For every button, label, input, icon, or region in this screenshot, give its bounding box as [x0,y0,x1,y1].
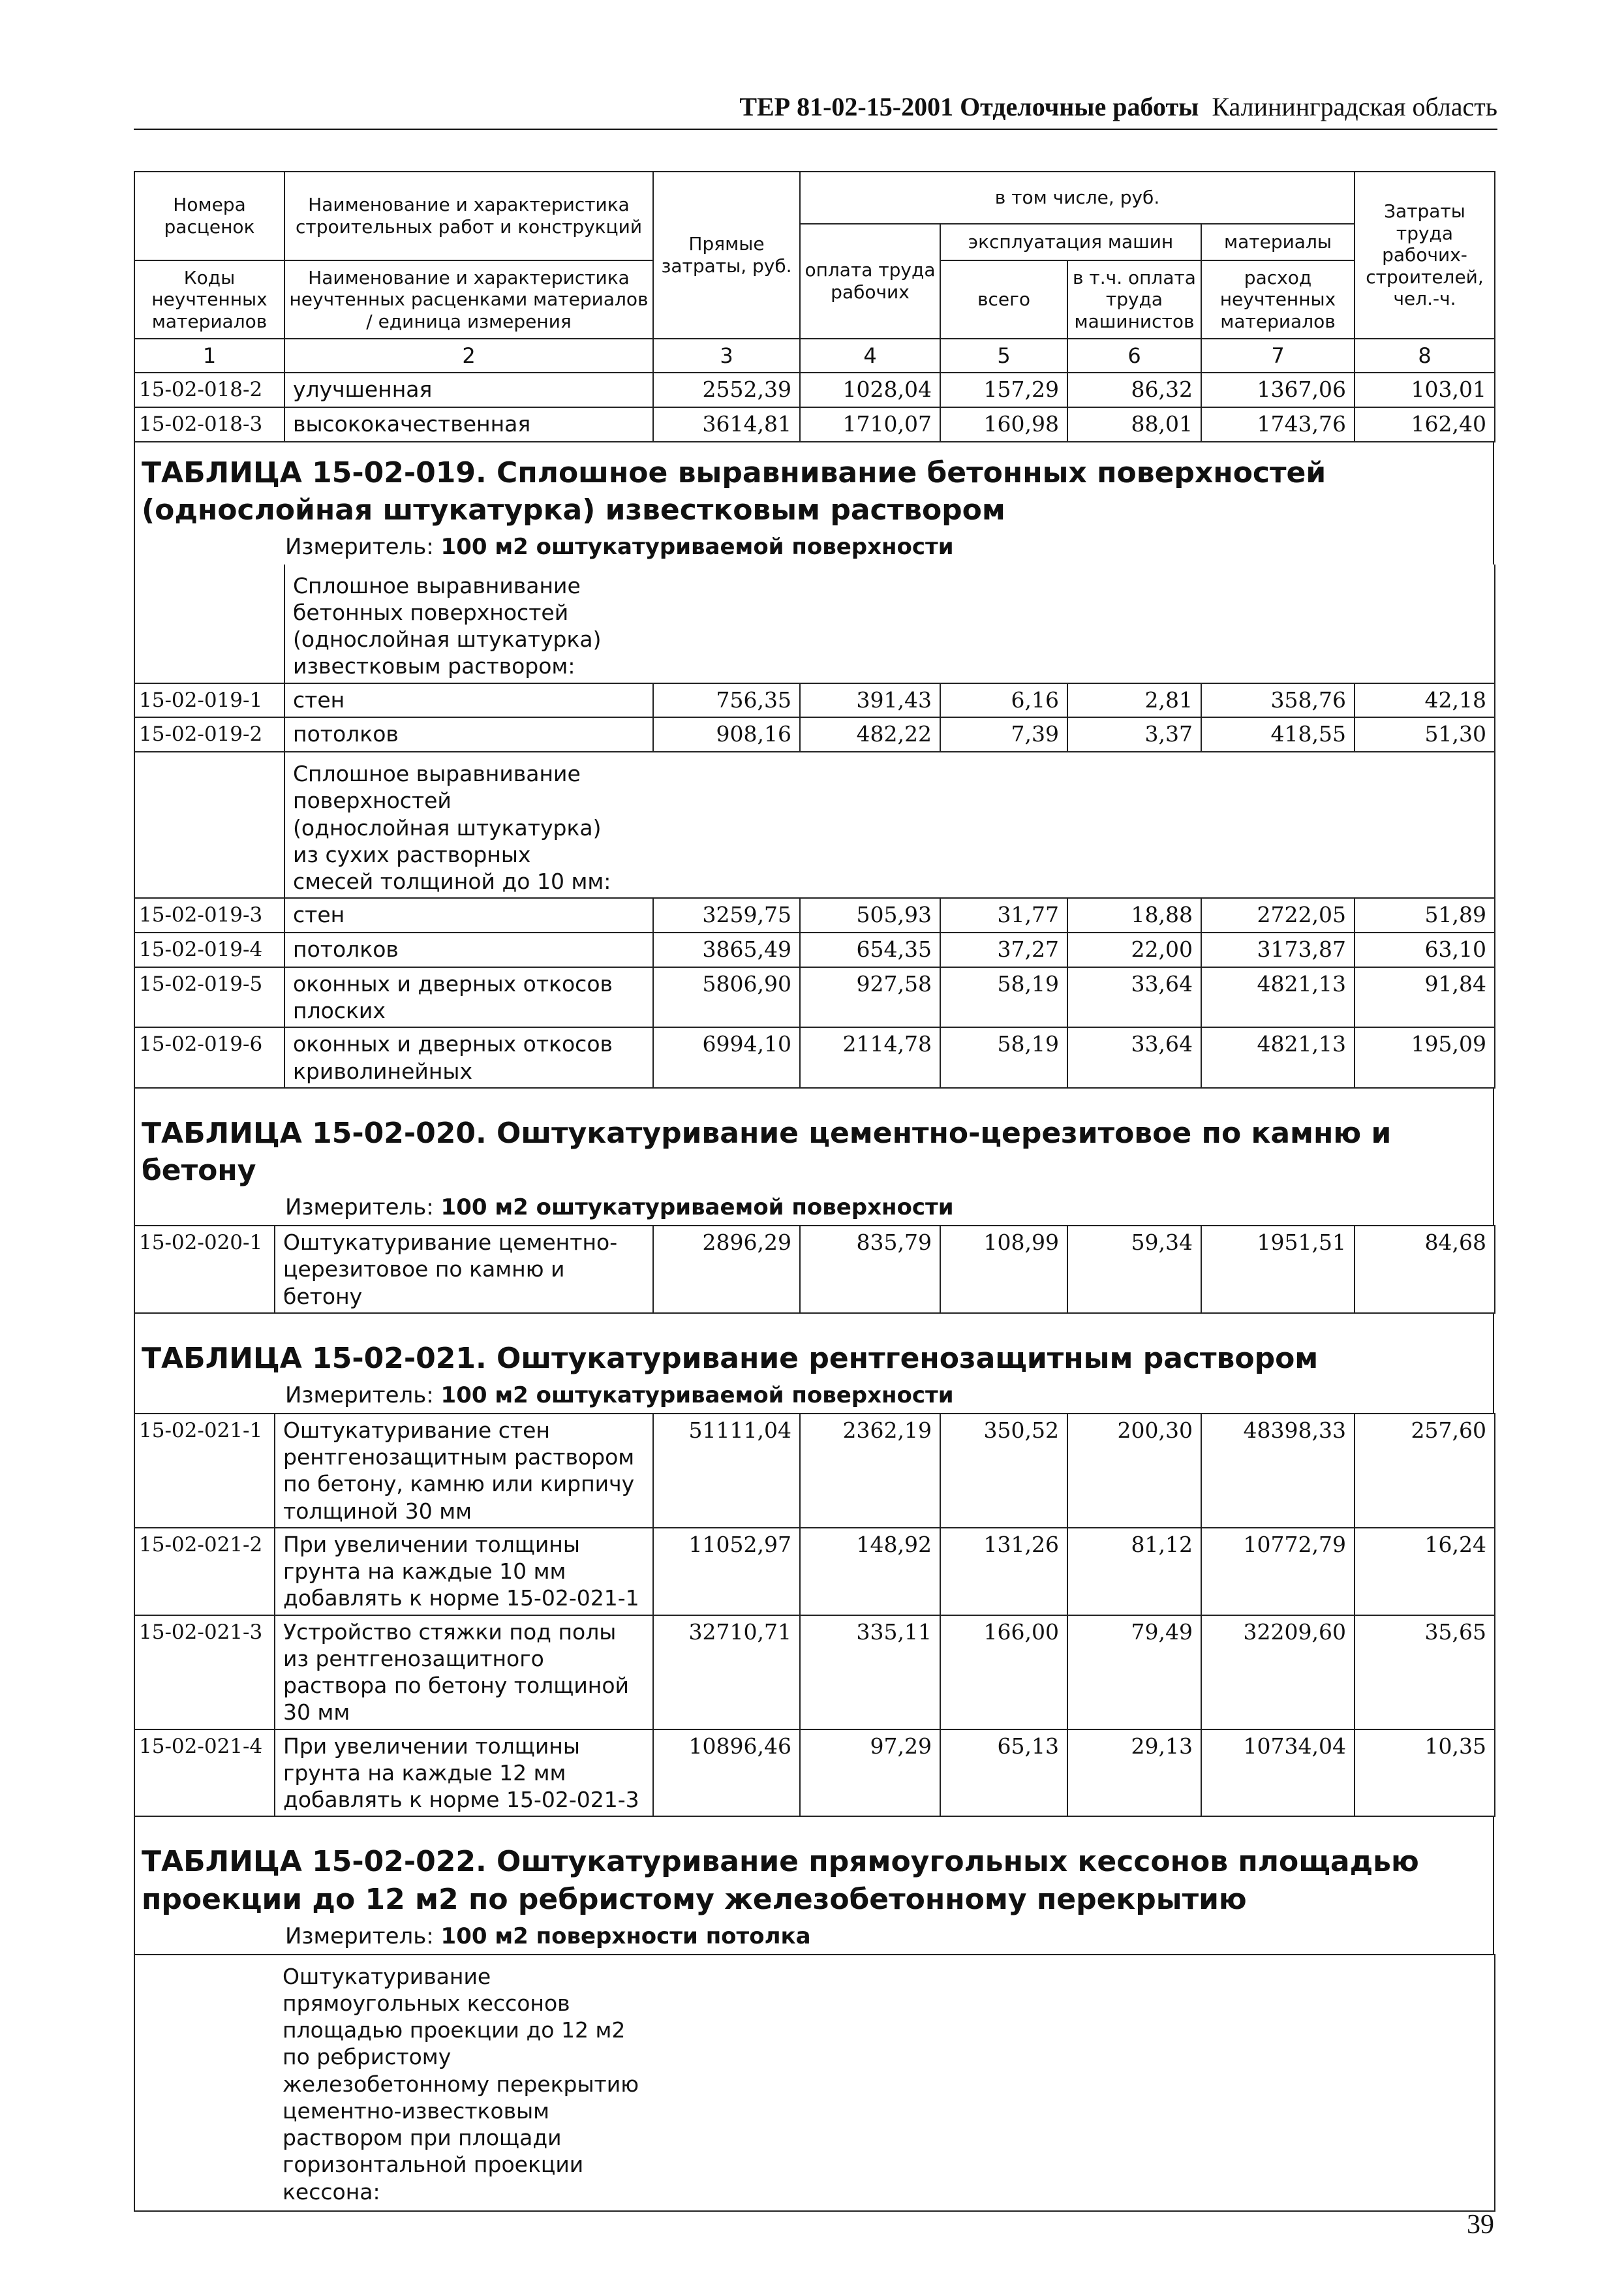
rate-name: потолков [284,933,653,967]
measure-value: 100 м2 поверхности потолка [440,1923,811,1949]
col4-header: оплата труда рабочих [800,224,940,339]
materials-cost: 4821,13 [1201,967,1355,1028]
labor-pay: 2362,19 [800,1414,940,1528]
direct-costs: 2552,39 [653,373,800,407]
header-code: ТЕР 81-02-15-2001 Отделочные работы [739,92,1199,121]
empty-cell [134,1955,275,2211]
table-row [134,933,1495,967]
materials-cost: 48398,33 [1201,1414,1355,1528]
measure-value: 100 м2 оштукатуриваемой поверхности [440,1194,954,1221]
rate-code: 15-02-018-3 [134,407,284,442]
labor-hours: 10,35 [1355,1729,1495,1817]
table-row [134,1528,1495,1615]
rate-name: потолков [284,717,653,752]
rate-code: 15-02-019-3 [134,898,284,933]
rate-code: 15-02-020-1 [134,1226,275,1313]
rate-name: При увеличении толщины грунта на каждые 10 мм добавлять к норме 15-02-021-1 [275,1528,653,1615]
labor-pay: 927,58 [800,967,940,1028]
empty-cell [134,752,284,898]
running-header [134,91,1497,130]
col3-header: Прямые затраты, руб. [653,172,800,339]
labor-hours: 42,18 [1355,683,1495,718]
labor-pay: 1028,04 [800,373,940,407]
labor-hours: 63,10 [1355,933,1495,967]
group-row [134,752,1495,898]
column-number: 7 [1201,339,1355,373]
measure-label: Измеритель: [285,1923,434,1949]
rate-name: Оштукатуривание стен рентгенозащитным раствором по бетону, камню или кирпичу толщиной 30 мм [275,1414,653,1528]
machines-total: 131,26 [940,1528,1067,1615]
rate-code: 15-02-021-3 [134,1615,275,1729]
table-row [134,898,1495,933]
rate-code: 15-02-019-6 [134,1027,284,1088]
machines-total: 157,29 [940,373,1067,407]
rate-code: 15-02-019-2 [134,717,284,752]
machines-total: 37,27 [940,933,1067,967]
machinists-pay: 81,12 [1067,1528,1201,1615]
labor-pay: 97,29 [800,1729,940,1817]
labor-hours: 195,09 [1355,1027,1495,1088]
measure-label: Измеритель: [285,1194,434,1221]
labor-hours: 16,24 [1355,1528,1495,1615]
direct-costs: 51111,04 [653,1414,800,1528]
labor-pay: 654,35 [800,933,940,967]
materials-cost: 3173,87 [1201,933,1355,967]
labor-hours: 257,60 [1355,1414,1495,1528]
materials-cost: 418,55 [1201,717,1355,752]
machinists-pay: 33,64 [1067,967,1201,1028]
labor-pay: 391,43 [800,683,940,718]
machines-total: 166,00 [940,1615,1067,1729]
labor-hours: 84,68 [1355,1226,1495,1313]
machinists-pay: 59,34 [1067,1226,1201,1313]
labor-hours: 51,89 [1355,898,1495,933]
materials-cost: 358,76 [1201,683,1355,718]
table-row [134,373,1495,407]
labor-hours: 162,40 [1355,407,1495,442]
direct-costs: 3259,75 [653,898,800,933]
rate-code: 15-02-019-1 [134,683,284,718]
table-title-15-02-022: ТАБЛИЦА 15-02-022. Оштукатуривание прямоугольных кессонов площадью проекции до 12 м2 по ребристому железобетонному перекрытию [134,1817,1494,1921]
machines-total: 58,19 [940,967,1067,1028]
materials-cost: 1367,06 [1201,373,1355,407]
materials-cost: 4821,13 [1201,1027,1355,1088]
column-number: 5 [940,339,1067,373]
machinists-pay: 88,01 [1067,407,1201,442]
measure-15-02-019 [134,533,1494,565]
labor-hours: 91,84 [1355,967,1495,1028]
column-number: 1 [134,339,284,373]
materials-header: материалы [1201,224,1355,260]
table-row [134,407,1495,442]
column-number: 3 [653,339,800,373]
rate-name: стен [284,683,653,718]
measure-value: 100 м2 оштукатуриваемой поверхности [440,533,954,560]
machinists-pay: 22,00 [1067,933,1201,967]
measure-label: Измеритель: [285,1382,434,1409]
machines-total: 31,77 [940,898,1067,933]
labor-pay: 335,11 [800,1615,940,1729]
page-number: 39 [1467,2210,1494,2240]
labor-pay: 2114,78 [800,1027,940,1088]
materials-cost: 1951,51 [1201,1226,1355,1313]
rate-code: 15-02-019-5 [134,967,284,1028]
labor-hours: 103,01 [1355,373,1495,407]
direct-costs: 5806,90 [653,967,800,1028]
table-row [134,1615,1495,1729]
rate-name: стен [284,898,653,933]
measure-15-02-022 [134,1922,1494,1954]
group-header: в том числе, руб. [800,172,1355,224]
table-title-15-02-019: ТАБЛИЦА 15-02-019. Сплошное выравнивание бетонных поверхностей (однослойная штукатурка) известковым раствором [134,442,1494,533]
table-row [134,1414,1495,1528]
labor-pay: 835,79 [800,1226,940,1313]
direct-costs: 10896,46 [653,1729,800,1817]
table-15-02-019 [134,565,1495,1089]
col2-bottom-header: Наименование и характеристика неучтенных расценками материалов / единица измерения [284,260,653,339]
header-region: Калининградская область [1212,92,1497,121]
table-row [134,1729,1495,1817]
col5-header: всего [940,260,1067,339]
column-number: 8 [1355,339,1495,373]
labor-hours: 35,65 [1355,1615,1495,1729]
machines-total: 350,52 [940,1414,1067,1528]
machines-total: 160,98 [940,407,1067,442]
measure-15-02-020 [134,1193,1494,1225]
machines-total: 7,39 [940,717,1067,752]
materials-cost: 10772,79 [1201,1528,1355,1615]
column-numbers-row [134,339,1495,373]
direct-costs: 908,16 [653,717,800,752]
materials-cost: 32209,60 [1201,1615,1355,1729]
table-title-15-02-021: ТАБЛИЦА 15-02-021. Оштукатуривание рентгенозащитным раствором [134,1314,1494,1381]
machines-header: эксплуатация машин [940,224,1201,260]
direct-costs: 11052,97 [653,1528,800,1615]
machinists-pay: 200,30 [1067,1414,1201,1528]
measure-15-02-021 [134,1381,1494,1413]
rate-code: 15-02-021-2 [134,1528,275,1615]
direct-costs: 3614,81 [653,407,800,442]
col1-bottom-header: Коды неучтенных материалов [134,260,284,339]
measure-value: 100 м2 оштукатуриваемой поверхности [440,1382,954,1409]
table-15-02-020 [134,1225,1495,1314]
column-number: 2 [284,339,653,373]
machines-total: 6,16 [940,683,1067,718]
empty-cell [134,565,284,683]
table-title-15-02-020: ТАБЛИЦА 15-02-020. Оштукатуривание цементно-церезитовое по камню и бетону [134,1089,1494,1193]
machinists-pay: 3,37 [1067,717,1201,752]
machines-total: 108,99 [940,1226,1067,1313]
machinists-pay: 33,64 [1067,1027,1201,1088]
machinists-pay: 29,13 [1067,1729,1201,1817]
direct-costs: 2896,29 [653,1226,800,1313]
table-row [134,1226,1495,1313]
measure-label: Измеритель: [285,533,434,560]
rate-name: улучшенная [284,373,653,407]
column-number: 4 [800,339,940,373]
column-header-table [134,171,1495,442]
table-row [134,717,1495,752]
labor-pay: 1710,07 [800,407,940,442]
col8-header: Затраты труда рабочих-строителей, чел.-ч. [1355,172,1495,339]
rate-name: Оштукатуривание цементно-церезитовое по камню и бетону [275,1226,653,1313]
col1-top-header: Номера расценок [134,172,284,260]
col2-top-header: Наименование и характеристика строительных работ и конструкций [284,172,653,260]
rate-code: 15-02-021-4 [134,1729,275,1817]
rate-name: оконных и дверных откосов плоских [284,967,653,1028]
materials-cost: 2722,05 [1201,898,1355,933]
rate-name: Устройство стяжки под полы из рентгенозащитного раствора по бетону толщиной 30 мм [275,1615,653,1729]
labor-hours: 51,30 [1355,717,1495,752]
machines-total: 58,19 [940,1027,1067,1088]
rate-code: 15-02-018-2 [134,373,284,407]
direct-costs: 3865,49 [653,933,800,967]
col7-header: расход неучтенных материалов [1201,260,1355,339]
group-row [134,1955,1495,2211]
group-description: Оштукатуривание прямоугольных кессонов площадью проекции до 12 м2 по ребристому железобетонному перекрытию цементно-известковым раствором при площади горизонтальной проекции кессона: [275,1955,1495,2211]
group-description: Сплошное выравнивание бетонных поверхностей (однослойная штукатурка) известковым раствором: [284,565,1495,683]
rate-name: высококачественная [284,407,653,442]
machinists-pay: 18,88 [1067,898,1201,933]
rate-code: 15-02-019-4 [134,933,284,967]
table-15-02-022 [134,1954,1495,2212]
header-table [134,171,1494,2212]
table-row [134,967,1495,1028]
materials-cost: 1743,76 [1201,407,1355,442]
materials-cost: 10734,04 [1201,1729,1355,1817]
group-row [134,565,1495,683]
rate-name: При увеличении толщины грунта на каждые 12 мм добавлять к норме 15-02-021-3 [275,1729,653,1817]
labor-pay: 505,93 [800,898,940,933]
machines-total: 65,13 [940,1729,1067,1817]
direct-costs: 32710,71 [653,1615,800,1729]
labor-pay: 148,92 [800,1528,940,1615]
rate-name: оконных и дверных откосов криволинейных [284,1027,653,1088]
machinists-pay: 79,49 [1067,1615,1201,1729]
table-15-02-021 [134,1413,1495,1818]
direct-costs: 6994,10 [653,1027,800,1088]
machinists-pay: 86,32 [1067,373,1201,407]
column-number: 6 [1067,339,1201,373]
direct-costs: 756,35 [653,683,800,718]
table-row [134,683,1495,718]
labor-pay: 482,22 [800,717,940,752]
col6-header: в т.ч. оплата труда машинистов [1067,260,1201,339]
group-description: Сплошное выравнивание поверхностей (однослойная штукатурка) из сухих растворных смесей толщиной до 10 мм: [284,752,1495,898]
rate-code: 15-02-021-1 [134,1414,275,1528]
machinists-pay: 2,81 [1067,683,1201,718]
table-row [134,1027,1495,1088]
